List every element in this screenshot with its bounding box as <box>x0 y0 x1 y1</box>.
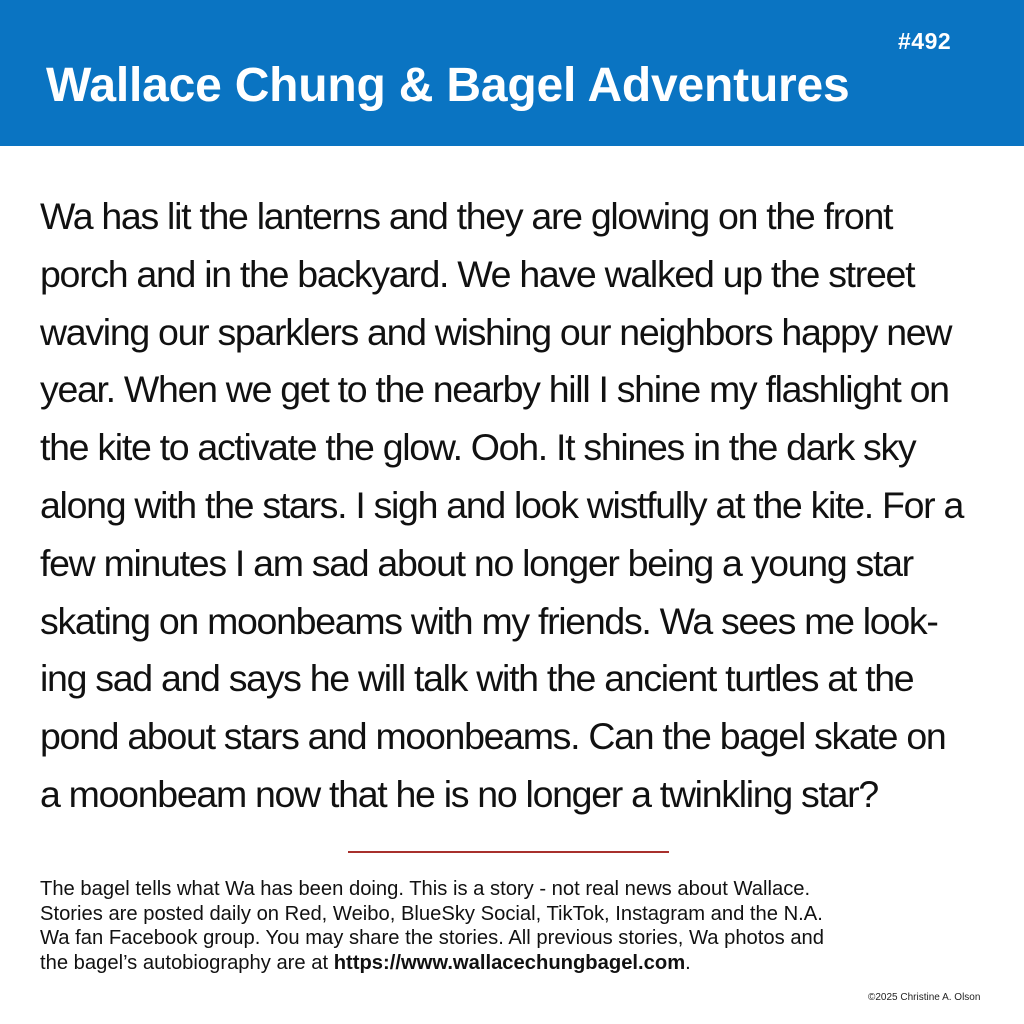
story-line: a moonbeam now that he is no longer a twinkling star? <box>40 772 878 815</box>
story-line: ing sad and says he will talk with the ancient turtles at the <box>40 657 914 700</box>
story-line: the kite to activate the glow. Ooh. It shines in the dark sky <box>40 426 916 469</box>
story-line: pond about stars and moonbeams. Can the bagel skate on <box>40 715 946 758</box>
story-line: Wa has lit the lanterns and they are glowing on the front <box>40 195 893 237</box>
section-divider <box>348 851 669 853</box>
story-line: porch and in the backyard. We have walked up the street <box>40 252 915 295</box>
story-line: few minutes I am sad about no longer being a young star <box>40 541 913 584</box>
website-link[interactable]: https://www.wallacechungbagel.com <box>333 951 686 974</box>
footer-line: Stories are posted daily on Red, Weibo, BlueSky Social, TikTok, Instagram and the N.A. <box>40 902 823 925</box>
story-text <box>40 188 1006 824</box>
footer-line-prefix: the bagel’s autobiography are at <box>40 951 334 974</box>
episode-number: #492 <box>898 28 952 54</box>
footer-line-last <box>40 951 1000 976</box>
page-title: Wallace Chung & Bagel Adventures <box>46 59 850 112</box>
footer-line: Wa fan Facebook group. You may share the stories. All previous stories, Wa photos and <box>40 927 824 950</box>
copyright-notice: ©2025 Christine A. Olson <box>868 992 981 1003</box>
story-line: along with the stars. I sigh and look wistfully at the kite. For a <box>40 483 964 526</box>
footer-line-suffix: . <box>685 951 691 974</box>
footer-note <box>40 877 1000 975</box>
footer-line: The bagel tells what Wa has been doing. This is a story - not real news about Wallace. <box>40 878 811 900</box>
story-line: waving our sparklers and wishing our neighbors happy new <box>40 310 952 353</box>
header-banner <box>0 0 1024 146</box>
story-line: year. When we get to the nearby hill I shine my flashlight on <box>40 368 949 411</box>
story-line: skating on moonbeams with my friends. Wa sees me look- <box>40 599 938 642</box>
